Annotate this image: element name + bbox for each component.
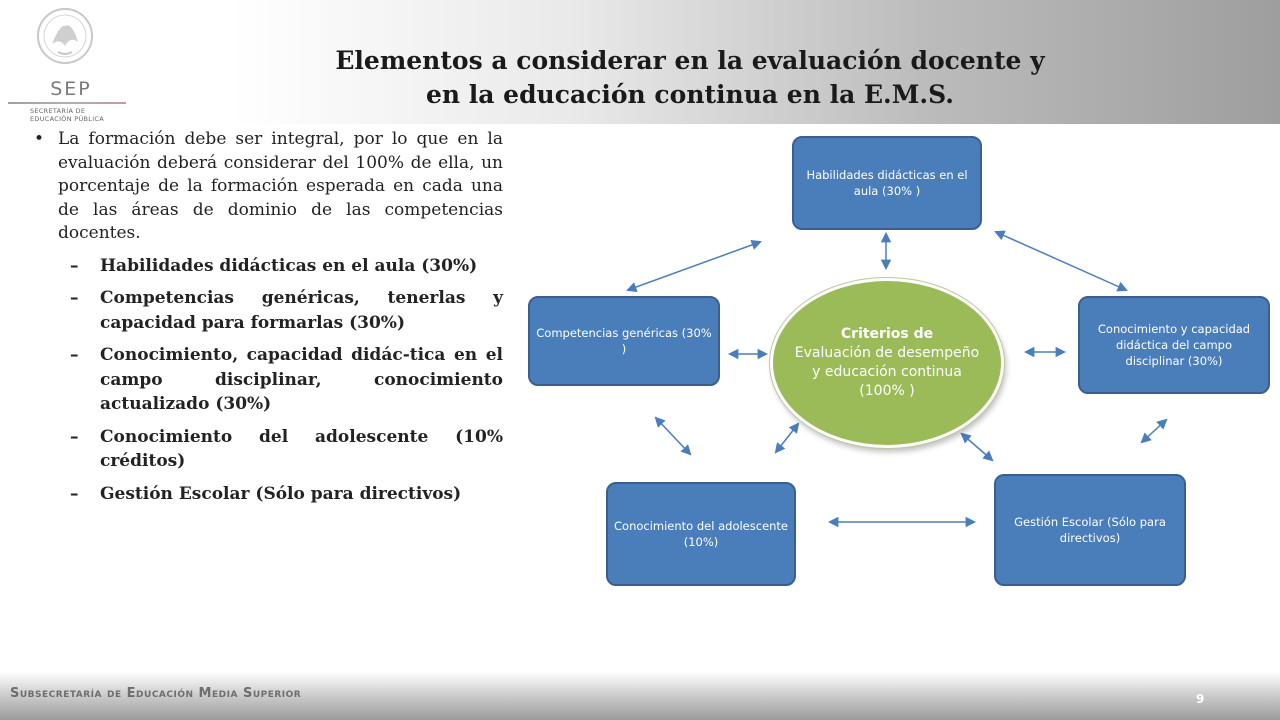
box-conocimiento-disciplinar-label: Conocimiento y capacidad didáctica del campo disciplinar (30%) — [1097, 322, 1251, 368]
box-competencias — [528, 296, 720, 386]
sep-wordmark: SEP — [50, 78, 92, 100]
box-conocimiento-disciplinar — [1078, 296, 1270, 394]
arrow-top-left — [628, 242, 760, 290]
dash-icon: – — [70, 288, 79, 308]
center-body: Evaluación de desempeño y educación continua (100% ) — [794, 345, 980, 399]
bullet-icon: • — [34, 129, 45, 149]
footer-title: Subsecretaría de Educación Media Superior — [10, 686, 302, 701]
list-item: – Conocimiento del adolescente (10% créditos) — [70, 426, 503, 471]
dash-icon: – — [70, 345, 79, 365]
box-conocimiento-adolescente-label: Conocimiento del adolescente (10%) — [614, 519, 789, 549]
dash-icon: – — [70, 255, 79, 276]
center-head: Criterios de — [840, 326, 934, 342]
dash-icon: – — [70, 483, 79, 504]
list-item: – Competencias genéricas, tenerlas y capacidad para formarlas (30%) — [70, 288, 503, 333]
box-gestion-escolar — [994, 474, 1186, 586]
title-line-2: en la educación continua en la E.M.S. — [425, 80, 954, 109]
page-number: 9 — [1196, 692, 1205, 706]
arrow-top-right — [996, 232, 1126, 290]
center-criteria-ellipse — [770, 278, 1004, 448]
list-item: – Habilidades didácticas en el aula (30%) — [58, 254, 503, 279]
arrow-left-bottomleft — [656, 418, 690, 454]
box-gestion-escolar-label: Gestión Escolar (Sólo para directivos) — [1014, 515, 1166, 545]
arrow-right-bottomright — [1142, 420, 1166, 442]
box-habilidades — [792, 136, 982, 230]
intro-text: La formación debe ser integral, por lo que en la evaluación deberá considerar del 100% de ella, un porcentaje de la formación esperada en cada una de las áreas de dominio de las competencias docentes. — [58, 129, 503, 243]
sep-subtitle: SECRETARÍA DE EDUCACIÓN PÚBLICA — [30, 107, 105, 123]
title-line-1: Elementos a considerar en la evaluación docente y — [335, 46, 1045, 75]
arrow-center-bottomleft — [776, 424, 798, 452]
list-item: – Gestión Escolar (Sólo para directivos) — [58, 482, 503, 507]
box-habilidades-label: Habilidades didácticas en el aula (30% ) — [806, 168, 968, 198]
box-conocimiento-adolescente — [606, 482, 796, 586]
box-competencias-label: Competencias genéricas (30% ) — [536, 326, 712, 356]
arrow-center-bottomright — [962, 434, 992, 460]
dash-icon: – — [70, 426, 79, 447]
list-item: – Conocimiento, capacidad didác-tica en el campo disciplinar, conocimiento actualizado (30%) — [70, 345, 503, 414]
